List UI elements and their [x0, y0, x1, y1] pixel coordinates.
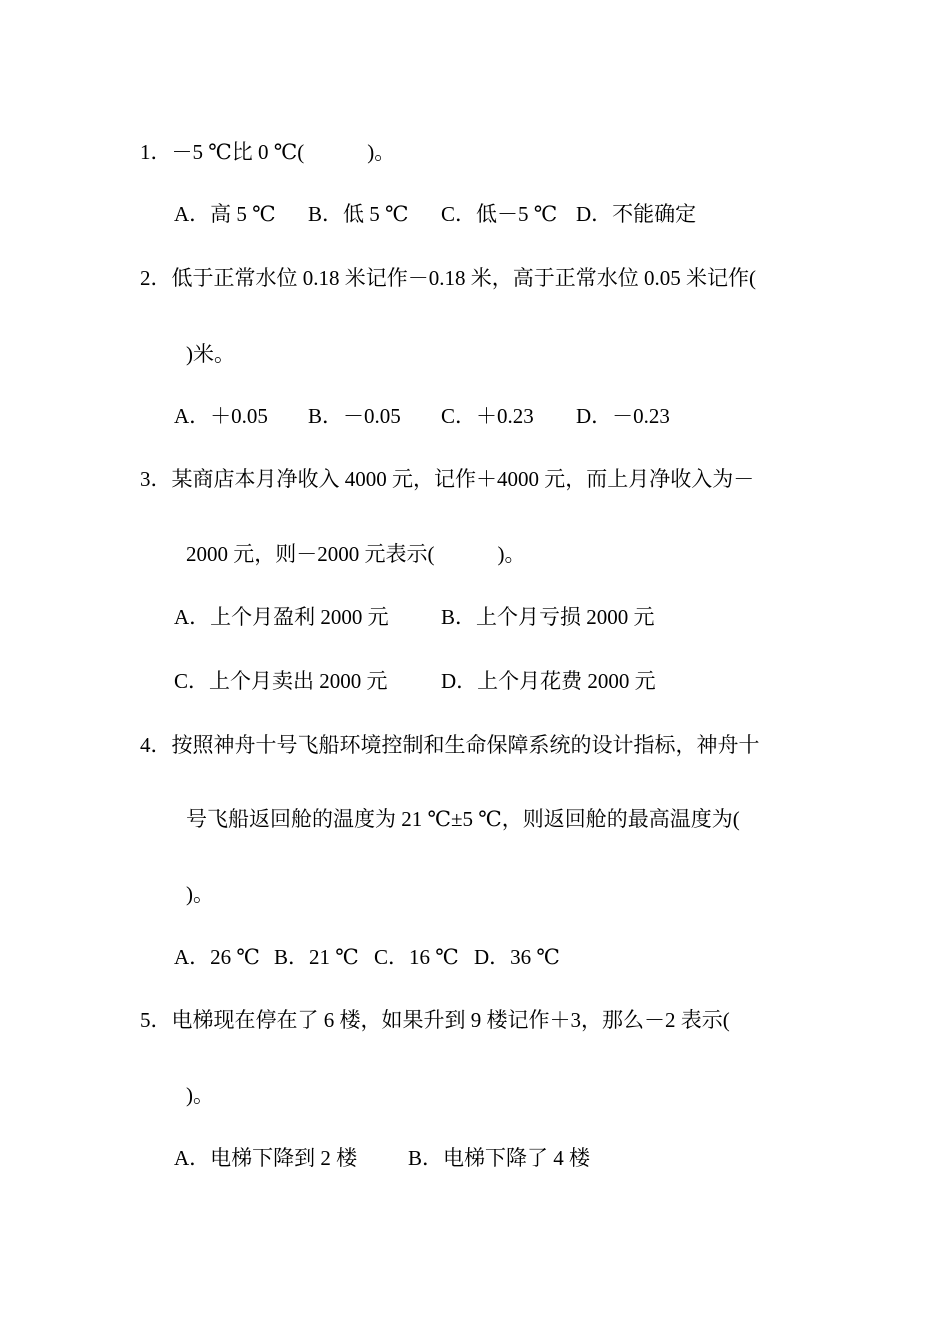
question-5-stem-line-2: )。	[186, 1083, 214, 1107]
question-1-option-c: C．低－5 ℃	[441, 202, 558, 226]
question-1-option-d: D．不能确定	[576, 202, 697, 226]
question-3-option-a: A．上个月盈利 2000 元	[174, 605, 389, 629]
question-2-option-a: A．＋0.05	[174, 404, 268, 428]
question-4-option-c: C．16 ℃	[374, 945, 459, 969]
question-5-option-b: B．电梯下降了 4 楼	[408, 1146, 591, 1170]
question-5-option-a: A．电梯下降到 2 楼	[174, 1146, 358, 1170]
question-4-stem-line-1: 4．按照神舟十号飞船环境控制和生命保障系统的设计指标，神舟十	[140, 733, 760, 757]
question-4-stem-line-3: )。	[186, 882, 214, 906]
question-5-stem-line-1: 5．电梯现在停在了 6 楼，如果升到 9 楼记作＋3，那么－2 表示(	[140, 1008, 730, 1032]
question-3-option-b: B．上个月亏损 2000 元	[441, 605, 655, 629]
question-4-stem-line-2: 号飞船返回舱的温度为 21 ℃±5 ℃，则返回舱的最高温度为(	[186, 807, 740, 831]
question-2-option-c: C．＋0.23	[441, 404, 534, 428]
question-3-stem-line-1: 3．某商店本月净收入 4000 元，记作＋4000 元，而上月净收入为－	[140, 467, 755, 491]
question-1-option-b: B．低 5 ℃	[308, 202, 409, 226]
question-2-option-d: D．－0.23	[576, 404, 670, 428]
question-4-option-b: B．21 ℃	[274, 945, 359, 969]
question-3-option-c: C．上个月卖出 2000 元	[174, 669, 388, 693]
question-2-option-b: B．－0.05	[308, 404, 401, 428]
question-4-option-d: D．36 ℃	[474, 945, 560, 969]
question-3-stem-line-2: 2000 元，则－2000 元表示( )。	[186, 542, 526, 566]
question-1-option-a: A．高 5 ℃	[174, 202, 276, 226]
question-1-stem-line-1: 1．－5 ℃比 0 ℃( )。	[140, 140, 396, 164]
question-2-stem-line-2: )米。	[186, 342, 235, 366]
question-4-option-a: A．26 ℃	[174, 945, 260, 969]
question-3-option-d: D．上个月花费 2000 元	[441, 669, 656, 693]
question-2-stem-line-1: 2．低于正常水位 0.18 米记作－0.18 米，高于正常水位 0.05 米记作(	[140, 266, 756, 290]
